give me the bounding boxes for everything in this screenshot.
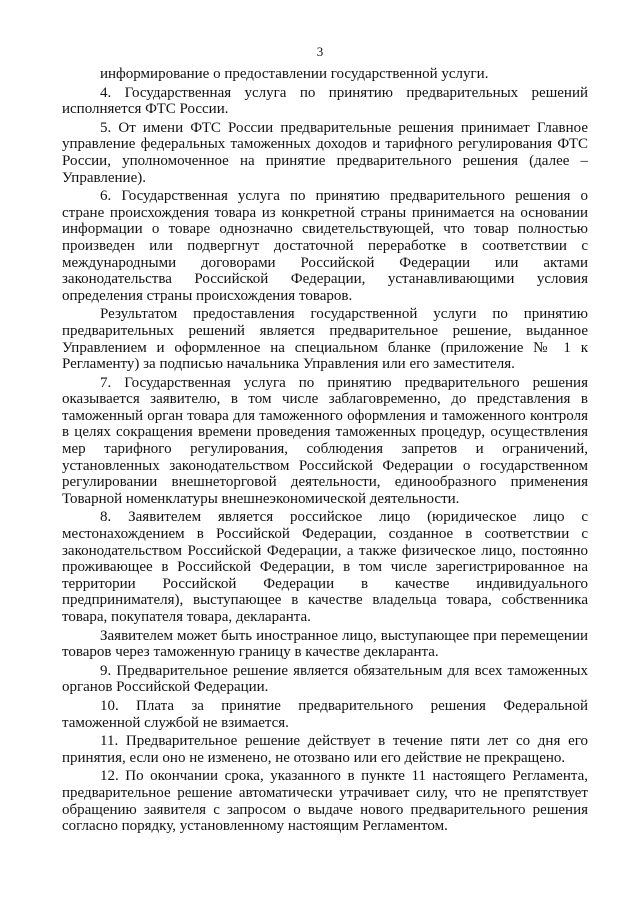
paragraph-12: 12. По окончании срока, указанного в пункте 11 настоящего Регламента, предварительное решение автоматически утрачивает силу, что не препятствует обращению заявителя с запросом о выдаче нового предварительного решения согласно порядку, установленному настоящим Регламентом.: [62, 768, 588, 835]
paragraph-5: 5. От имени ФТС России предварительные решения принимает Главное управление федеральных таможенных доходов и тарифного регулирования ФТС России, уполномоченное на принятие предварительного решения (далее – Управление).: [62, 119, 588, 186]
paragraph-8-foreign: Заявителем может быть иностранное лицо, выступающее при перемещении товаров через таможенную границу в качестве декларанта.: [62, 627, 588, 661]
paragraph-continuation: информирование о предоставлении государственной услуги.: [100, 66, 489, 82]
page-number: 3: [316, 44, 324, 59]
paragraph-6: 6. Государственная услуга по принятию предварительного решения о стране происхождения товара из конкретной страны принимается на основании информации о товаре однозначно свидетельствующей, что товар полностью произведен или подвергнут достаточной переработке в соответствии с международными договорами Российской Федерации или актами законодательства Российской Федерации, устанавливающими условия определения страны происхождения товаров.: [62, 188, 588, 304]
paragraph-9: 9. Предварительное решение является обязательным для всех таможенных органов Российской Федерации.: [62, 662, 588, 696]
paragraph-8: 8. Заявителем является российское лицо (юридическое лицо с местонахождением в Российской Федерации, созданное в соответствии с законодательством Российской Федерации, а также физическое лицо, постоянно проживающее в Российской Федерации, в том числе зарегистрированное на территории Российской Федерации в качестве индивидуального предпринимателя), выступающее в качестве владельца товара, собственника товара, покупателя товара, декларанта.: [62, 509, 588, 625]
document-body: [62, 66, 588, 837]
paragraph-6-result: Результатом предоставления государственной услуги по принятию предварительных решений является предварительное решение, выданное Управлением и оформленное на специальном бланке (приложение № 1 к Регламенту) за подписью начальника Управления или его заместителя.: [62, 306, 588, 373]
paragraph-10: 10. Плата за принятие предварительного решения Федеральной таможенной службой не взимается.: [62, 697, 588, 731]
paragraph-7: 7. Государственная услуга по принятию предварительного решения оказывается заявителю, в том числе заблаговременно, до представления в таможенный орган товара для таможенного оформления и таможенного контроля в целях сокращения времени проведения таможенных процедур, осуществления мер тарифного регулирования, соблюдения запретов и ограничений, установленных законодательством Российской Федерации о государственном регулировании внешнеторговой деятельности, единообразного применения Товарной номенклатуры внешнеэкономической деятельности.: [62, 374, 588, 507]
paragraph-11: 11. Предварительное решение действует в течение пяти лет со дня его принятия, если оно не изменено, не отозвано или его действие не прекращено.: [62, 733, 588, 766]
paragraph-4: 4. Государственная услуга по принятию предварительных решений исполняется ФТС России.: [62, 84, 588, 118]
